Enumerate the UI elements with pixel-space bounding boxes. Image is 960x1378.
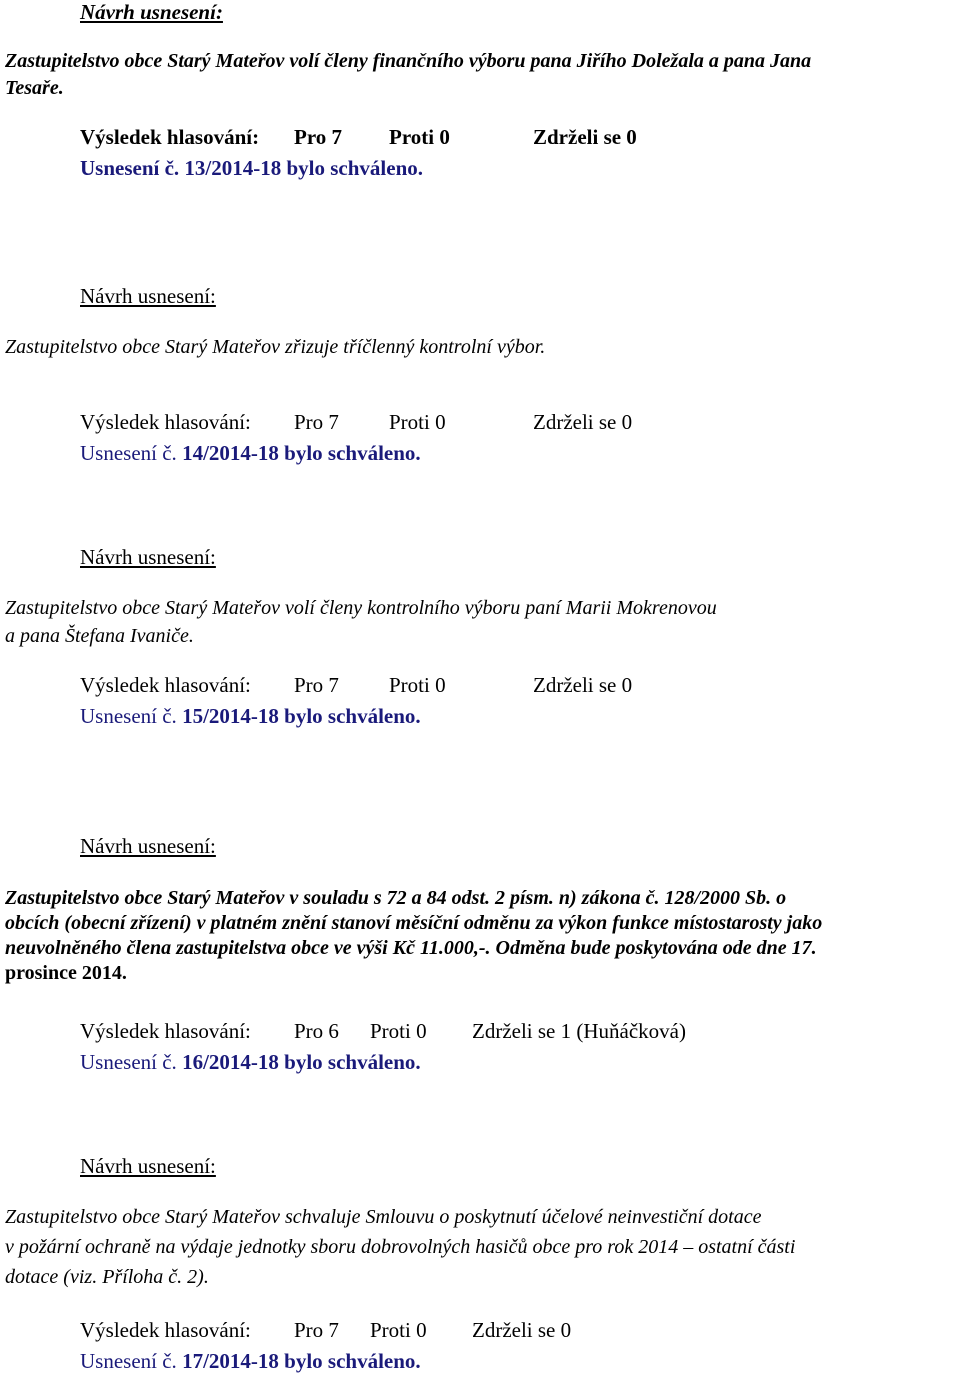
resolution-prefix: Usnesení č. <box>80 156 180 180</box>
section-4-body-line-3: neuvolněného člena zastupitelstva obce ve výši Kč 11.000,-. Odměna bude poskytována ode dne 17. <box>5 937 817 959</box>
section-3-resolution <box>80 704 421 729</box>
resolution-text: 16/2014-18 bylo schváleno. <box>182 1050 421 1074</box>
resolution-text: 13/2014-18 bylo schváleno. <box>184 156 424 180</box>
resolution-text: 15/2014-18 bylo schváleno. <box>182 704 421 728</box>
resolution-prefix: Usnesení č. <box>80 1349 177 1373</box>
section-3-heading: Návrh usnesení: <box>80 545 216 569</box>
vote-zdrzeli: Zdrželi se 1 (Huňáčková) <box>472 1019 686 1043</box>
section-5-resolution <box>80 1349 421 1374</box>
section-1-heading: Návrh usnesení: <box>80 0 223 24</box>
vote-proti: Proti 0 <box>389 673 446 697</box>
section-5-body-line-3: dotace (viz. Příloha č. 2). <box>5 1266 209 1288</box>
section-1-body-line-1: Zastupitelstvo obce Starý Mateřov volí členy finančního výboru pana Jiřího Doležala a pana Jana <box>5 50 812 72</box>
vote-pro: Pro 6 <box>294 1019 339 1043</box>
vote-zdrzeli: Zdrželi se 0 <box>472 1318 572 1342</box>
section-4-heading: Návrh usnesení: <box>80 834 216 858</box>
section-2-heading: Návrh usnesení: <box>80 284 216 308</box>
resolution-prefix: Usnesení č. <box>80 441 177 465</box>
resolution-text: 17/2014-18 bylo schváleno. <box>182 1349 421 1373</box>
vote-label: Výsledek hlasování: <box>80 1019 251 1043</box>
section-5-body-line-1: Zastupitelstvo obce Starý Mateřov schvaluje Smlouvu o poskytnutí účelové neinvestiční dotace <box>5 1206 762 1228</box>
section-1-resolution <box>80 156 423 181</box>
vote-zdrzeli: Zdrželi se 0 <box>533 673 633 697</box>
section-4-body <box>5 886 957 986</box>
vote-label: Výsledek hlasování: <box>80 125 260 149</box>
vote-pro: Pro 7 <box>294 673 339 697</box>
resolution-prefix: Usnesení č. <box>80 704 177 728</box>
vote-pro: Pro 7 <box>294 125 343 149</box>
section-5-heading: Návrh usnesení: <box>80 1154 216 1178</box>
vote-proti: Proti 0 <box>389 410 446 434</box>
section-4-body-line-2: obcích (obecní zřízení) v platném znění stanoví měsíční odměnu za výkon funkce místostarosty jako <box>5 912 823 934</box>
vote-pro: Pro 7 <box>294 1318 339 1342</box>
resolution-text: 14/2014-18 bylo schváleno. <box>182 441 421 465</box>
vote-pro: Pro 7 <box>294 410 339 434</box>
vote-proti: Proti 0 <box>370 1318 427 1342</box>
vote-label: Výsledek hlasování: <box>80 410 251 434</box>
section-3-body-line-1: Zastupitelstvo obce Starý Mateřov volí členy kontrolního výboru paní Marii Mokrenovou <box>5 597 717 619</box>
section-4-resolution <box>80 1050 421 1075</box>
section-1-body-line-2: Tesaře. <box>5 77 64 99</box>
vote-label: Výsledek hlasování: <box>80 1318 251 1342</box>
vote-label: Výsledek hlasování: <box>80 673 251 697</box>
vote-proti: Proti 0 <box>389 125 450 149</box>
vote-zdrzeli: Zdrželi se 0 <box>533 125 637 149</box>
vote-proti: Proti 0 <box>370 1019 427 1043</box>
vote-zdrzeli: Zdrželi se 0 <box>533 410 633 434</box>
section-2-body-line-1: Zastupitelstvo obce Starý Mateřov zřizuje tříčlenný kontrolní výbor. <box>5 336 546 358</box>
section-5-body-line-2: v požární ochraně na výdaje jednotky sboru dobrovolných hasičů obce pro rok 2014 – ostatní části <box>5 1236 796 1258</box>
section-3-body-line-2: a pana Štefana Ivaniče. <box>5 625 194 647</box>
section-4-body-line-1: Zastupitelstvo obce Starý Mateřov v souladu s 72 a 84 odst. 2 písm. n) zákona č. 128/2000 Sb. o <box>5 887 787 909</box>
section-4-body-line-4: prosince 2014. <box>5 962 127 984</box>
resolution-prefix: Usnesení č. <box>80 1050 177 1074</box>
section-2-resolution <box>80 441 421 466</box>
